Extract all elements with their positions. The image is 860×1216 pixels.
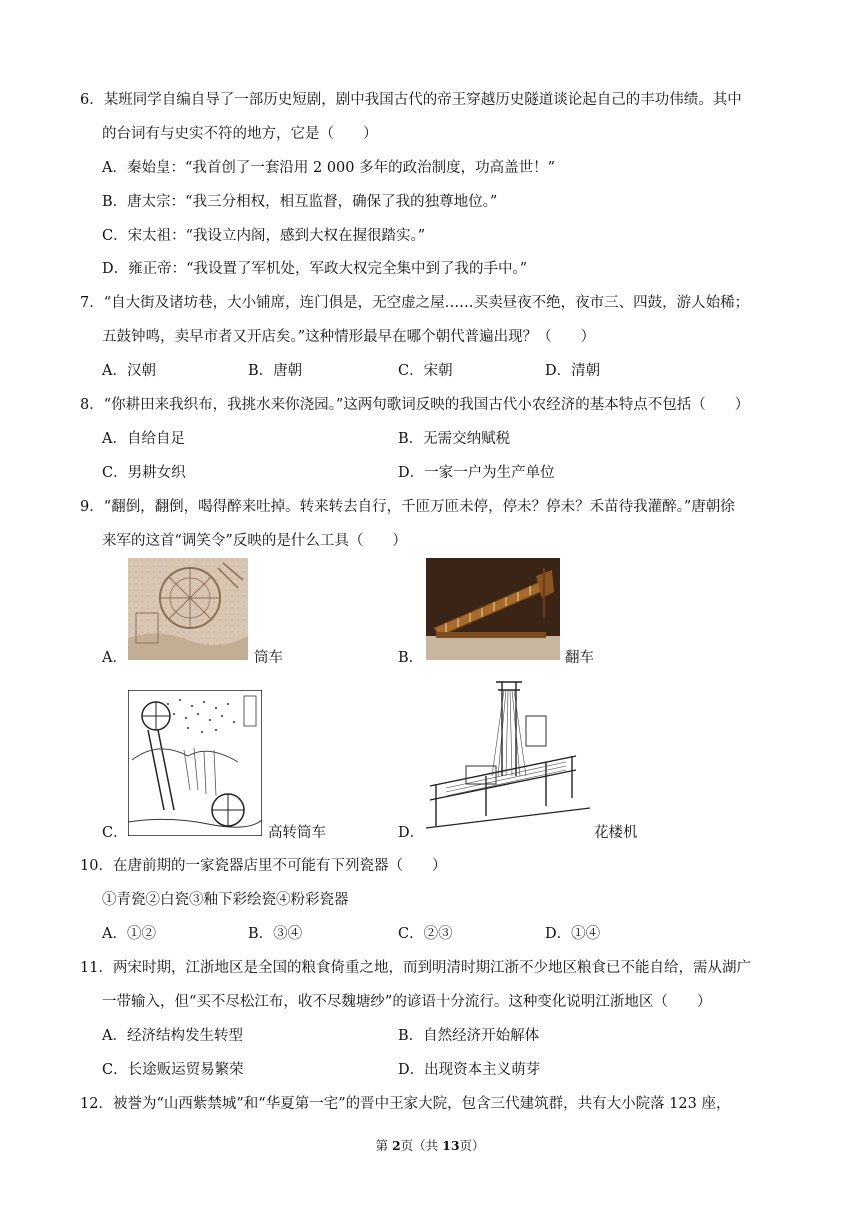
q11-option-b: B．自然经济开始解体: [398, 1028, 540, 1044]
q6-stem-line1: 6．某班同学自编自导了一部历史短剧，剧中我国古代的帝王穿越历史隧道谈论起自己的丰功伟绩。其中: [80, 92, 742, 108]
footer-mid: 页（共: [400, 1138, 443, 1153]
q6-option-d: D．雍正帝：“我设置了军机处，军政大权完全集中到了我的手中。”: [102, 261, 528, 277]
q12-stem-line1: 12．被誉为“山西紫禁城”和“华夏第一宅”的晋中王家大院，包含三代建筑群，共有大小院落 123 座，: [80, 1096, 731, 1112]
q8-option-a: A．自给自足: [102, 431, 185, 447]
q9-option-d-label: 花楼机: [594, 825, 638, 841]
q8-stem-line1: 8．“你耕田来我织布，我挑水来你浇园。”这两句歌词反映的我国古代小农经济的基本特点不包括（ ）: [80, 397, 750, 413]
q9-option-c-letter: C．: [102, 825, 128, 841]
q11-option-c: C．长途贩运贸易繁荣: [102, 1062, 244, 1078]
page-footer: [0, 1138, 860, 1154]
waterwheel-image: [128, 558, 248, 660]
q6-option-a: A．秦始皇：“我首创了一套沿用 2 000 多年的政治制度，功高盖世！”: [102, 160, 556, 176]
footer-pre: 第: [375, 1138, 392, 1153]
q8-option-d: D．一家一户为生产单位: [398, 465, 555, 481]
high-lift-waterwheel-image: [128, 690, 262, 836]
q8-option-c: C．男耕女织: [102, 465, 186, 481]
q11-stem-line1: 11．两宋时期，江浙地区是全国的粮食倚重之地，而到明清时期江浙不少地区粮食已不能自给，需从湖广: [80, 960, 751, 976]
q10-stem-line1: 10．在唐前期的一家瓷器店里不可能有下列瓷器（ ）: [80, 858, 447, 874]
q10-option-b: B．③④: [248, 926, 303, 942]
q10-option-d: D．①④: [545, 926, 601, 942]
q9-option-a-letter: A．: [102, 650, 127, 666]
q8-option-b: B．无需交纳赋税: [398, 431, 511, 447]
q7-option-b: B．唐朝: [248, 363, 303, 379]
q10-option-a: A．①②: [102, 926, 156, 942]
q9-option-a-label: 筒车: [254, 650, 283, 666]
q10-items: ①青瓷②白瓷③釉下彩绘瓷④粉彩瓷器: [102, 892, 349, 908]
footer-total-pages: 13: [442, 1138, 460, 1153]
q7-stem-line2: 五鼓钟鸣，卖早市者又开店矣。”这种情形最早在哪个朝代普遍出现？（ ）: [102, 329, 596, 345]
q9-stem-line1: 9．“翻倒，翻倒，喝得醉来吐掉。转来转去自行，千匝万匝未停，停未？停未？禾苗待我灌醉。”唐朝徐: [80, 499, 735, 515]
q9-option-c-label: 高转筒车: [268, 825, 326, 841]
q11-option-a: A．经济结构发生转型: [102, 1028, 243, 1044]
q10-option-c: C．②③: [398, 926, 453, 942]
q7-stem-line1: 7．“自大街及诸坊巷，大小铺席，连门俱是，无空虚之屋……买卖昼夜不绝，夜市三、四鼓，游人始稀；: [80, 295, 750, 311]
q6-stem-line2: 的台词有与史实不符的地方，它是（ ）: [102, 126, 378, 142]
q6-option-c: C．宋太祖：“我设立内阁，感到大权在握很踏实。”: [102, 228, 426, 244]
q9-option-b-letter: B．: [398, 650, 424, 666]
chain-pump-image: [426, 558, 560, 660]
draw-loom-image: [426, 676, 590, 836]
q9-option-d-letter: D．: [398, 825, 425, 841]
q11-stem-line2: 一带输入，但“买不尽松江布，收不尽魏塘纱”的谚语十分流行。这种变化说明江浙地区（ ）: [102, 994, 712, 1010]
q7-option-c: C．宋朝: [398, 363, 453, 379]
footer-post: 页）: [459, 1138, 485, 1153]
q11-option-d: D．出现资本主义萌芽: [398, 1062, 541, 1078]
q9-option-b-label: 翻车: [565, 650, 594, 666]
q7-option-d: D．清朝: [545, 363, 601, 379]
q6-option-b: B．唐太宗：“我三分相权，相互监督，确保了我的独尊地位。”: [102, 194, 498, 210]
footer-page-number: 2: [391, 1138, 401, 1153]
q9-stem-line2: 来军的这首“调笑令”反映的是什么工具（ ）: [102, 533, 407, 549]
q7-option-a: A．汉朝: [102, 363, 156, 379]
